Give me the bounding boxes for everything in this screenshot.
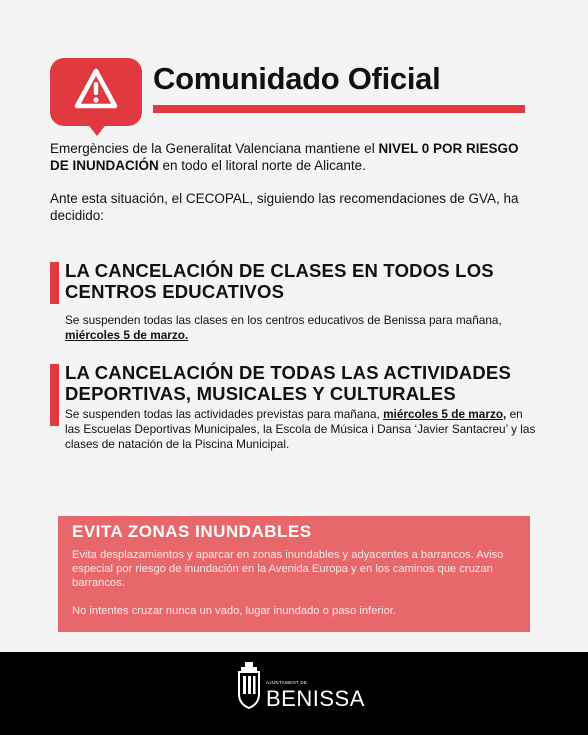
section-date: miércoles 5 de marzo, xyxy=(383,407,507,421)
warning-box-title: EVITA ZONAS INUNDABLES xyxy=(72,522,312,541)
logo-name: BENISSA xyxy=(266,686,365,711)
section-title: LA CANCELACIÓN DE TODAS LAS ACTIVIDADES DEPORTIVAS, MUSICALES Y CULTURALES xyxy=(65,362,511,404)
warning-box xyxy=(58,516,530,632)
warning-box-text xyxy=(72,548,522,632)
section-body-text: Se suspenden todas las actividades previstas para mañana, xyxy=(65,407,384,421)
section-body-text-2: en las Escuelas Deportivas Municipales, la Escola de Música i Dansa ‘Javier Santacreu’ y las clases de natación de la Piscina Municipal. xyxy=(65,407,536,451)
title-underline xyxy=(153,105,525,113)
intro-paragraph-2: Ante esta situación, el CECOPAL, siguiendo las recomendaciones de GVA, ha decidido: xyxy=(50,191,519,223)
section-classes xyxy=(50,260,540,343)
logo-small-text: AJUNTAMENT DE xyxy=(266,680,308,685)
alert-bubble-tail xyxy=(86,122,108,136)
section-body-text: Se suspenden todas las clases en los centros educativos de Benissa para mañana, xyxy=(65,313,502,327)
section-title: LA CANCELACIÓN DE CLASES EN TODOS LOS CENTROS EDUCATIVOS xyxy=(65,260,494,302)
header xyxy=(50,58,588,148)
section-date: miércoles 5 de marzo. xyxy=(65,328,189,342)
intro-paragraph-1 xyxy=(50,140,540,174)
footer xyxy=(0,652,588,735)
warning-paragraph-1: Evita desplazamientos y aparcar en zonas inundables y adyacentes a barrancos. Aviso especial por riesgo de inundación en la Avenida Europa y en los caminos que cruzan barrancos. xyxy=(72,549,504,589)
warning-paragraph-2: No intentes cruzar nunca un vado, lugar inundado o paso inferior. xyxy=(72,605,397,617)
section-body xyxy=(65,407,540,452)
page-title: Comunidado Oficial xyxy=(153,61,441,96)
benissa-logo xyxy=(236,662,365,722)
alert-level-text: NIVEL 0 POR RIESGO DE INUNDACIÓN xyxy=(50,141,519,173)
intro-text xyxy=(50,140,540,240)
section-activities xyxy=(50,362,540,452)
intro-text-a: Emergències de la Generalitat Valenciana mantiene el xyxy=(50,141,379,156)
warning-exclamation-icon xyxy=(74,68,118,110)
town-shield-icon xyxy=(236,662,262,710)
section-body xyxy=(65,313,540,343)
intro-text-b: en todo el litoral norte de Alicante. xyxy=(158,158,366,173)
section-accent-bar xyxy=(50,364,59,426)
section-accent-bar xyxy=(50,262,59,304)
